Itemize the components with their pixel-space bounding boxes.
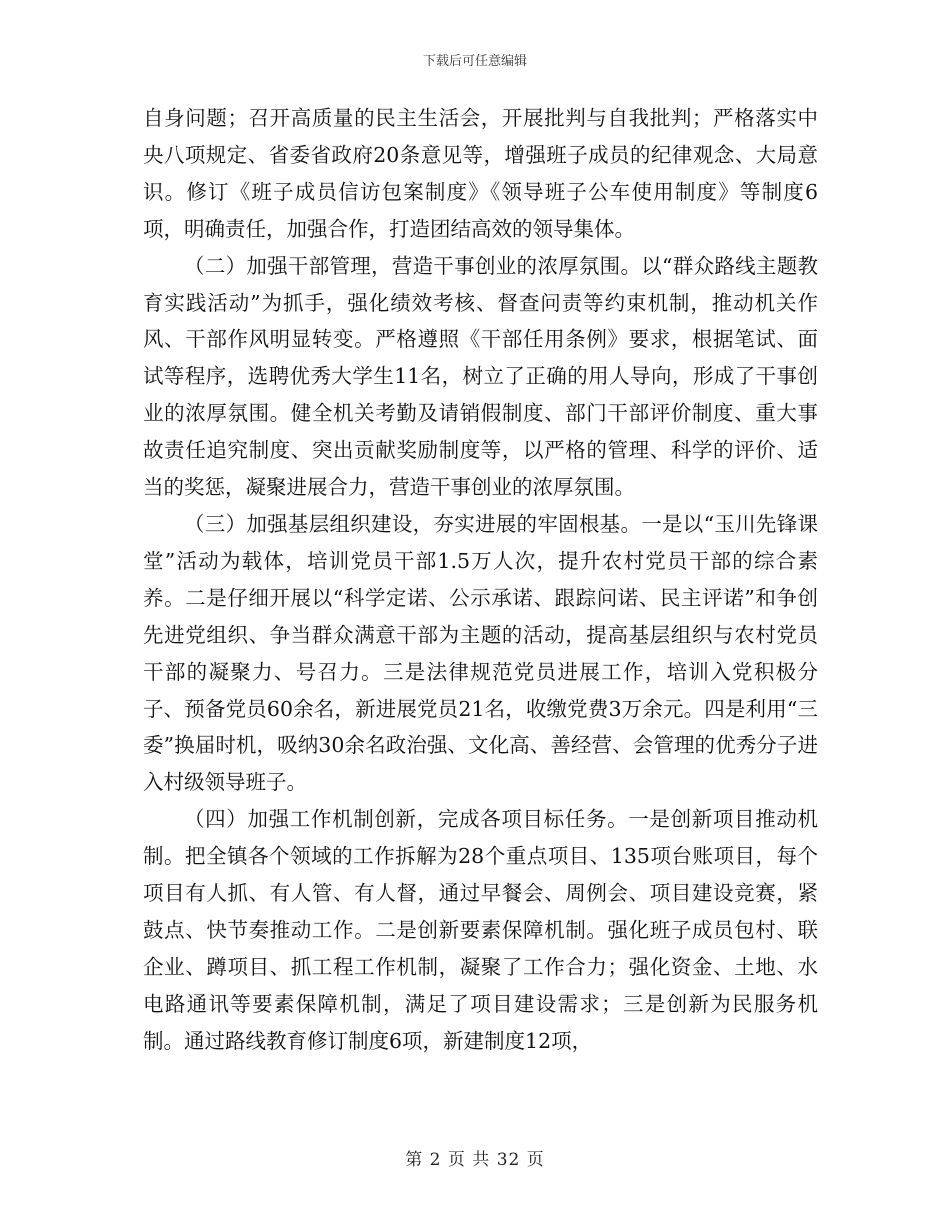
- paragraph-section-2: （二）加强干部管理，营造干事创业的浓厚氛围。以“群众路线主题教育实践活动”为抓手，强化绩效考核、督查问责等约束机制，推动机关作风、干部作风明显转变。严格遵照《干部任用条例》要求，根据笔试、面试等程序，选聘优秀大学生11名，树立了正确的用人导向，形成了干事创业的浓厚氛围。健全机关考勤及请销假制度、部门干部评价制度、重大事故责任追究制度、突出贡献奖励制度等，以严格的管理、科学的评价、适当的奖惩，凝聚进展合力，营造干事创业的浓厚氛围。: [143, 253, 818, 500]
- paragraph-section-4: （四）加强工作机制创新，完成各项目标任务。一是创新项目推动机制。把全镇各个领域的工作拆解为28个重点项目、135项台账项目，每个项目有人抓、有人管、有人督，通过早餐会、周例会、项目建设竞赛，紧鼓点、快节奏推动工作。二是创新要素保障机制。强化班子成员包村、联企业、蹲项目、抓工程工作机制，凝聚了工作合力；强化资金、土地、水电路通讯等要素保障机制，满足了项目建设需求；三是创新为民服务机制。通过路线教育修订制度6项，新建制度12项，: [143, 807, 818, 1053]
- paragraph-section-3: （三）加强基层组织建设，夯实进展的牢固根基。一是以“玉川先锋课堂”活动为载体，培训党员干部1.5万人次，提升农村党员干部的综合素养。二是仔细开展以“科学定诺、公示承诺、跟踪问诺、民主评诺”和争创先进党组织、争当群众满意干部为主题的活动，提高基层组织与农村党员干部的凝聚力、号召力。三是法律规范党员进展工作，培训入党积极分子、预备党员60余名，新进展党员21名，收缴党费3万余元。四是利用“三委”换届时机，吸纳30余名政治强、文化高、善经营、会管理的优秀分子进入村级领导班子。: [143, 511, 818, 795]
- page-header: 下载后可任意编辑: [422, 54, 527, 69]
- document-body: [143, 100, 818, 1060]
- page-footer: 第 2 页 共 32 页: [405, 1150, 545, 1170]
- paragraph-continuation: 自身问题；召开高质量的民主生活会，开展批判与自我批判；严格落实中央八项规定、省委省政府20条意见等，增强班子成员的纪律观念、大局意识。修订《班子成员信访包案制度》《领导班子公车使用制度》等制度6项，明确责任，加强合作，打造团结高效的领导集体。: [143, 106, 818, 241]
